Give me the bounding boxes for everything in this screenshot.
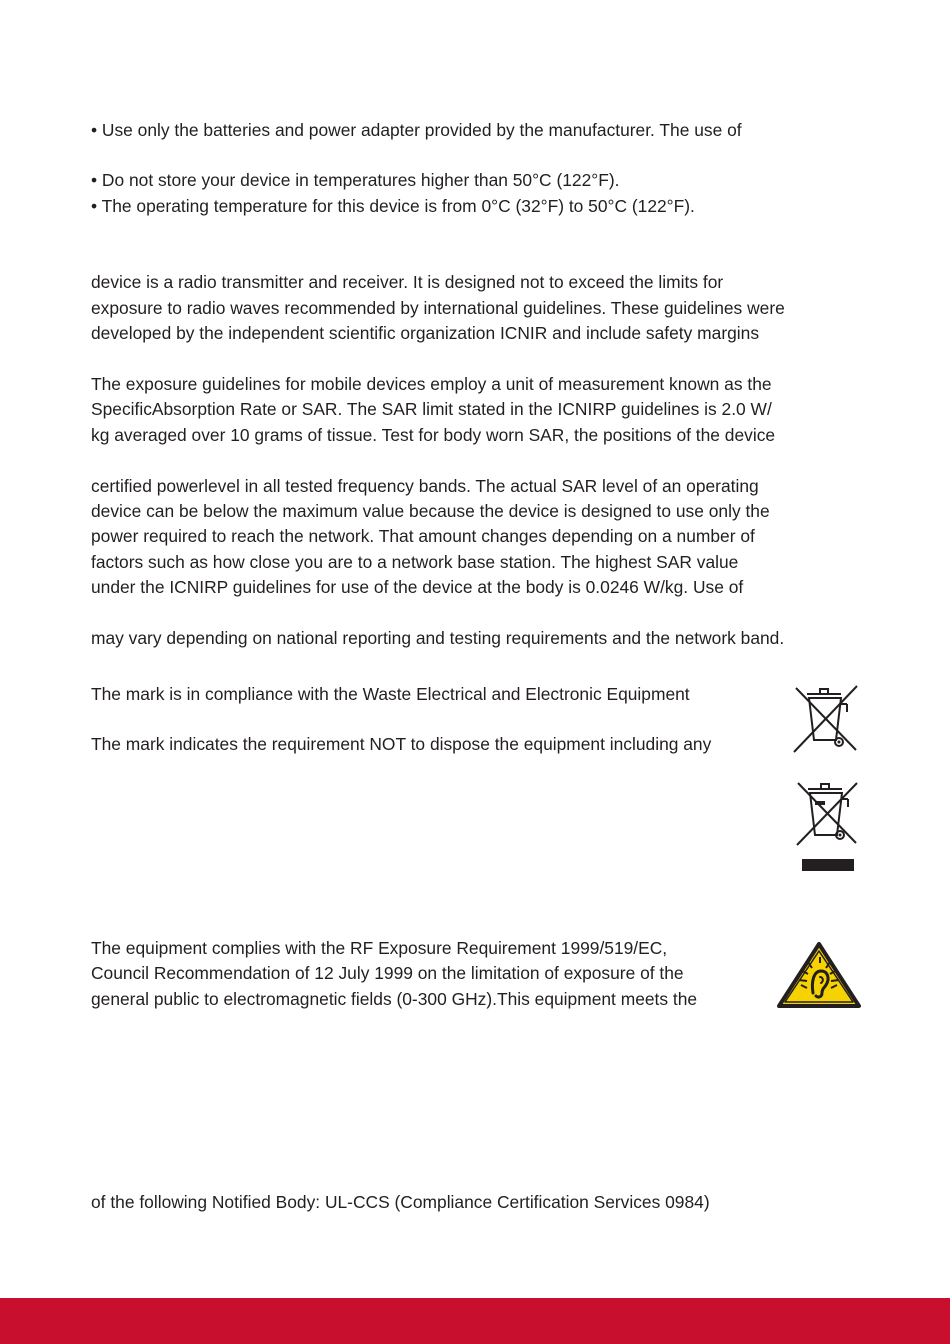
rf-paragraph-line: exposure to radio waves recommended by international guidelines. These guidelines were — [91, 298, 785, 318]
weee-disposal-line: The mark indicates the requirement NOT to dispose the equipment including any — [91, 734, 712, 754]
sar-paragraph-line: SpecificAbsorption Rate or SAR. The SAR limit stated in the ICNIRP guidelines is 2.0 W/ — [91, 399, 772, 419]
rf-exposure-line: The equipment complies with the RF Exposure Requirement 1999/519/EC, — [91, 938, 668, 958]
hearing-damage-warning-icon — [776, 941, 862, 1009]
national-requirements-line: may vary depending on national reporting and testing requirements and the network band. — [91, 628, 785, 648]
battery-warning-line: • Use only the batteries and power adapter provided by the manufacturer. The use of — [91, 120, 742, 140]
storage-temperature-line: • Do not store your device in temperatures higher than 50°C (122°F). — [91, 170, 620, 190]
footer-bar — [0, 1298, 950, 1344]
rf-exposure-line: Council Recommendation of 12 July 1999 on the limitation of exposure of the — [91, 963, 684, 983]
sar-detail-line: factors such as how close you are to a network base station. The highest SAR value — [91, 552, 739, 572]
sar-detail-line: power required to reach the network. That amount changes depending on a number of — [91, 526, 755, 546]
rf-paragraph-line: developed by the independent scientific organization ICNIR and include safety margins — [91, 323, 760, 343]
rf-paragraph-line: device is a radio transmitter and receiver. It is designed not to exceed the limits for — [91, 272, 724, 292]
rf-exposure-line: general public to electromagnetic fields (0-300 GHz).This equipment meets the — [91, 989, 698, 1009]
sar-paragraph-line: The exposure guidelines for mobile devices employ a unit of measurement known as the — [91, 374, 772, 394]
operating-temperature-line: • The operating temperature for this device is from 0°C (32°F) to 50°C (122°F). — [91, 196, 695, 216]
notified-body-line: of the following Notified Body: UL-CCS (Compliance Certification Services 0984) — [91, 1192, 710, 1212]
crossed-out-wheelie-bin-icon — [792, 684, 860, 754]
sar-detail-line: under the ICNIRP guidelines for use of the device at the body is 0.0246 W/kg. Use of — [91, 577, 744, 597]
sar-detail-line: certified powerlevel in all tested frequency bands. The actual SAR level of an operating — [91, 476, 759, 496]
sar-detail-line: device can be below the maximum value because the device is designed to use only the — [91, 501, 770, 521]
weee-compliance-line: The mark is in compliance with the Waste Electrical and Electronic Equipment — [91, 684, 690, 704]
sar-paragraph-line: kg averaged over 10 grams of tissue. Test for body worn SAR, the positions of the device — [91, 425, 776, 445]
crossed-out-wheelie-bin-with-bar-icon — [795, 779, 859, 873]
